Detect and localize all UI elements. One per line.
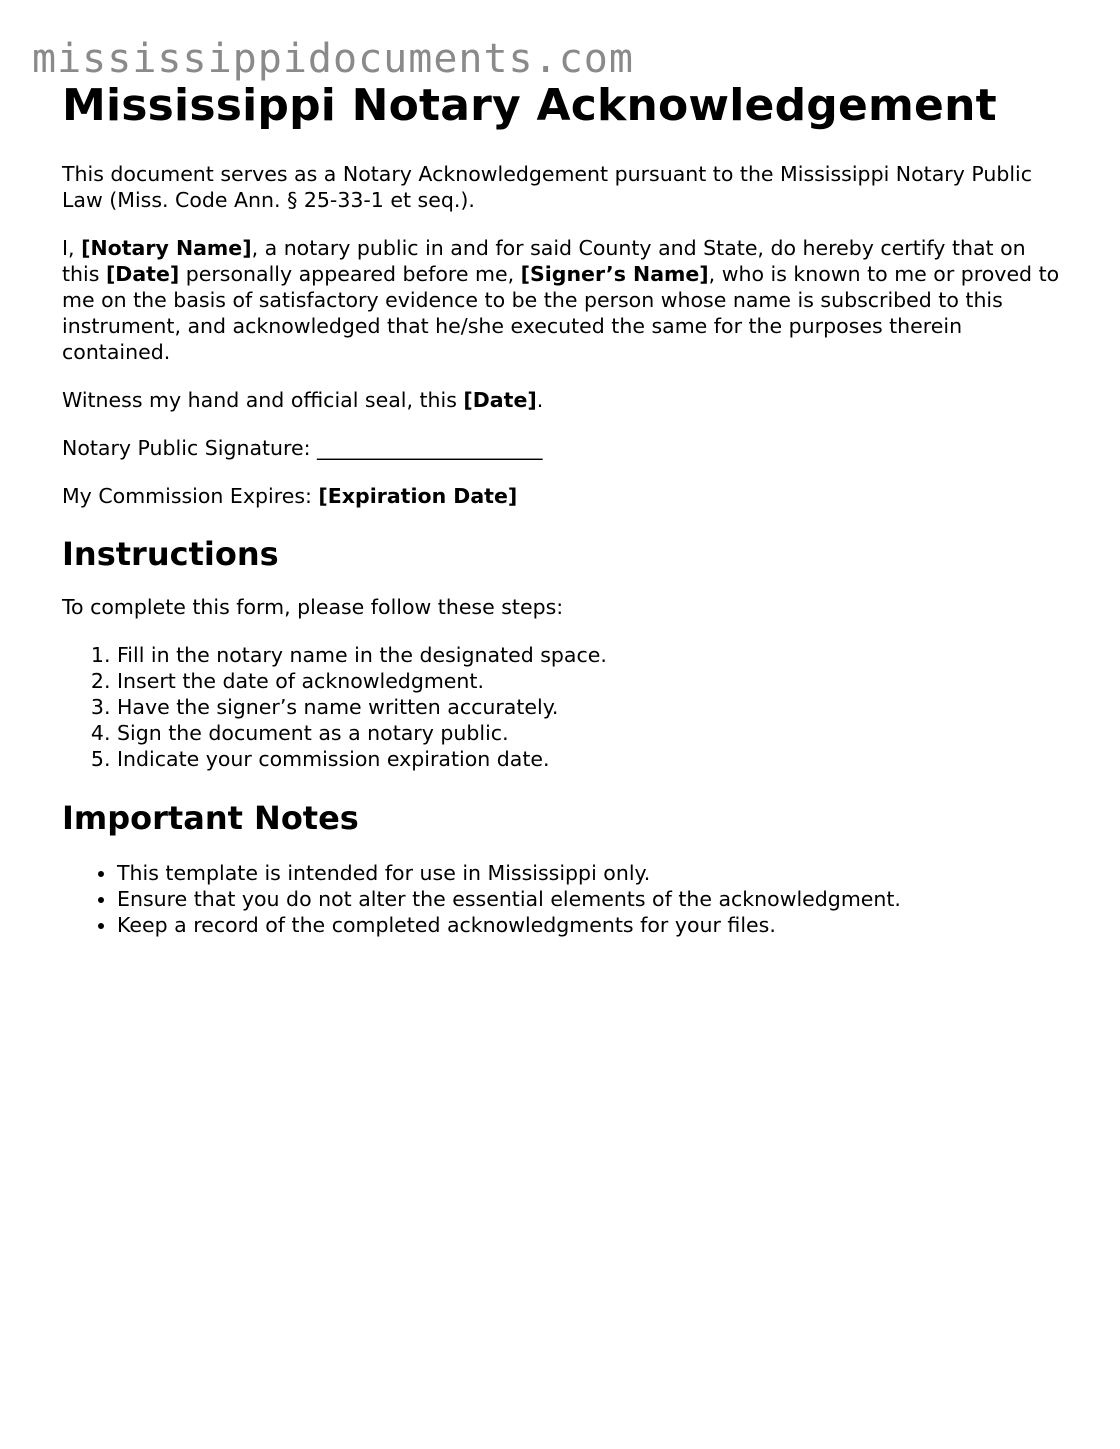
witness-line <box>62 387 1062 413</box>
list-item: 2. Insert the date of acknowledgment. <box>117 668 1062 694</box>
list-item: • Keep a record of the completed acknowledgments for your files. <box>117 912 1062 938</box>
document-body <box>62 78 1062 938</box>
intro-paragraph: This document serves as a Notary Acknowledgement pursuant to the Mississippi Notary Public Law (Miss. Code Ann. § 25-33-1 et seq.). <box>62 162 1033 212</box>
notary-name-placeholder: [Notary Name] <box>81 236 252 260</box>
notes-list <box>62 860 1062 938</box>
list-item: • Ensure that you do not alter the essential elements of the acknowledgment. <box>117 886 1062 912</box>
date-placeholder: [Date] <box>105 262 180 286</box>
commission-line <box>62 483 1062 509</box>
witness-end: . <box>536 388 544 412</box>
instructions-intro: To complete this form, please follow these steps: <box>62 595 564 619</box>
list-item: 4. Sign the document as a notary public. <box>117 720 1062 746</box>
certificate-text-4: , who is known to me or proved to me on the basis of satisfactory evidence to be the person whose name is subscribed to this instrument, and acknowledged that he/she executed the same for the purposes therein contained. <box>62 262 1060 364</box>
instructions-steps <box>62 642 1062 772</box>
certificate-text-1: I, <box>62 236 82 260</box>
signature-line: Notary Public Signature: ______________________ <box>62 436 543 460</box>
certificate-paragraph <box>62 235 1062 365</box>
page-title: Mississippi Notary Acknowledgement <box>62 80 997 131</box>
list-item: 5. Indicate your commission expiration date. <box>117 746 1062 772</box>
commission-label: My Commission Expires: <box>62 484 319 508</box>
instructions-heading: Instructions <box>62 535 279 573</box>
list-item: 3. Have the signer’s name written accurately. <box>117 694 1062 720</box>
list-item: • This template is intended for use in Mississippi only. <box>117 860 1062 886</box>
signer-name-placeholder: [Signer’s Name] <box>520 262 709 286</box>
site-watermark: mississippidocuments.com <box>32 36 634 82</box>
witness-text: Witness my hand and official seal, this <box>62 388 464 412</box>
witness-date-placeholder: [Date] <box>463 388 537 412</box>
list-item: 1. Fill in the notary name in the designated space. <box>117 642 1062 668</box>
notes-heading: Important Notes <box>62 799 359 837</box>
certificate-text-3: personally appeared before me, <box>179 262 521 286</box>
expiration-date-placeholder: [Expiration Date] <box>318 484 518 508</box>
certificate-text-2: , a notary public in and for said County and State, do hereby certify that on this <box>62 236 1026 286</box>
